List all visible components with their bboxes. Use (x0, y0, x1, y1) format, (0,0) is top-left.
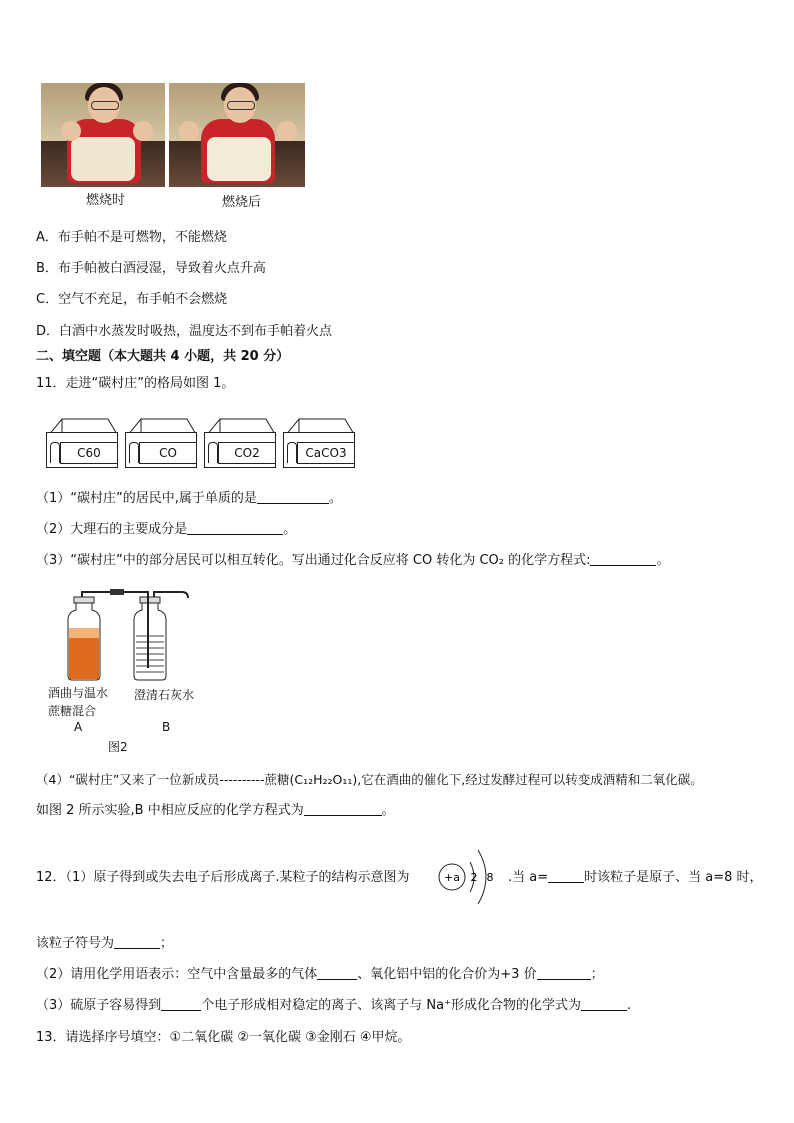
caption-after-burning: 燃烧后 (222, 195, 262, 210)
answer-blank[interactable] (537, 967, 591, 980)
q11-part2: （2）大理石的主要成分是 。 (36, 522, 297, 537)
q12-part2: （2）请用化学用语表示：空气中含量最多的气体 、氧化铝中铝的化合价为+3 价 ； (36, 967, 604, 982)
shell-2-electrons: 8 (486, 871, 494, 884)
option-a: A．布手帕不是可燃物，不能燃烧 (36, 230, 227, 245)
photo-burning (41, 83, 165, 187)
fig2-tag-a: A (74, 720, 83, 734)
q11-part3: （3）“碳村庄”中的部分居民可以相互转化。写出通过化合反应将 CO 转化为 CO₂ 的化学方程式: 。 (36, 553, 670, 568)
answer-blank[interactable] (581, 998, 627, 1011)
option-c: C．空气不充足，布手帕不会燃烧 (36, 292, 228, 307)
answer-blank[interactable] (317, 967, 357, 980)
answer-blank[interactable] (304, 803, 382, 816)
q12-part3: （3）硫原子容易得到 个电子形成相对稳定的离子、该离子与 Na⁺形成化合物的化学式为 . (36, 998, 632, 1013)
shell-1-electrons: 2 (470, 871, 478, 884)
q11-part4-line1: （4）“碳村庄”又来了一位新成员----------蔗糖(C₁₂H₂₂O₁₁),它在酒曲的催化下,经过发酵过程可以转变成酒精和二氧化碳。 (36, 772, 703, 787)
house-label: C60 (60, 442, 118, 464)
answer-blank[interactable] (257, 491, 329, 504)
caption-burning: 燃烧时 (86, 193, 126, 208)
answer-blank[interactable] (161, 998, 201, 1011)
fig2-apparatus (60, 588, 200, 688)
answer-blank[interactable] (548, 870, 584, 883)
fig2-label-a-line2: 蔗糖混合 (48, 704, 97, 718)
nucleus-charge: +a (444, 871, 460, 884)
q11-part1: （1）“碳村庄”的居民中,属于单质的是 。 (36, 491, 342, 506)
atomic-structure-diagram (434, 840, 504, 914)
house-label: CO (139, 442, 197, 464)
house-label: CaCO3 (297, 442, 355, 464)
fig2-tag-b: B (162, 720, 171, 734)
fig2-label-a-line1: 酒曲与温水 (48, 686, 109, 700)
q12-line2: 该粒子符号为 ； (36, 936, 174, 951)
q11-part4-line2: 如图 2 所示实验,B 中相应反应的化学方程式为 。 (36, 803, 395, 818)
option-d: D．白酒中水蒸发时吸热，温度达不到布手帕着火点 (36, 324, 333, 339)
option-b: B．布手帕被白酒浸湿，导致着火点升高 (36, 261, 266, 276)
answer-blank[interactable] (187, 522, 283, 535)
q13-intro: 13．请选择序号填空：①二氧化碳 ②一氧化碳 ③金刚石 ④甲烷。 (36, 1030, 411, 1045)
section-title: 二、填空题（本大题共 4 小题，共 20 分） (36, 349, 290, 364)
fig2-label-b: 澄清石灰水 (134, 688, 195, 702)
answer-blank[interactable] (590, 553, 656, 566)
fig2-caption: 图2 (108, 740, 128, 754)
q11-intro: 11．走进“碳村庄”的格局如图 1。 (36, 376, 235, 391)
q12-line1-text: 12．（1）原子得到或失去电子后形成离子.某粒子的结构示意图为 (36, 870, 410, 885)
q12-line1-tail: .当 a= 时该粒子是原子、当 a=8 时， (508, 870, 763, 885)
answer-blank[interactable] (114, 936, 160, 949)
photo-after-burning (169, 83, 305, 187)
house-label: CO2 (218, 442, 276, 464)
